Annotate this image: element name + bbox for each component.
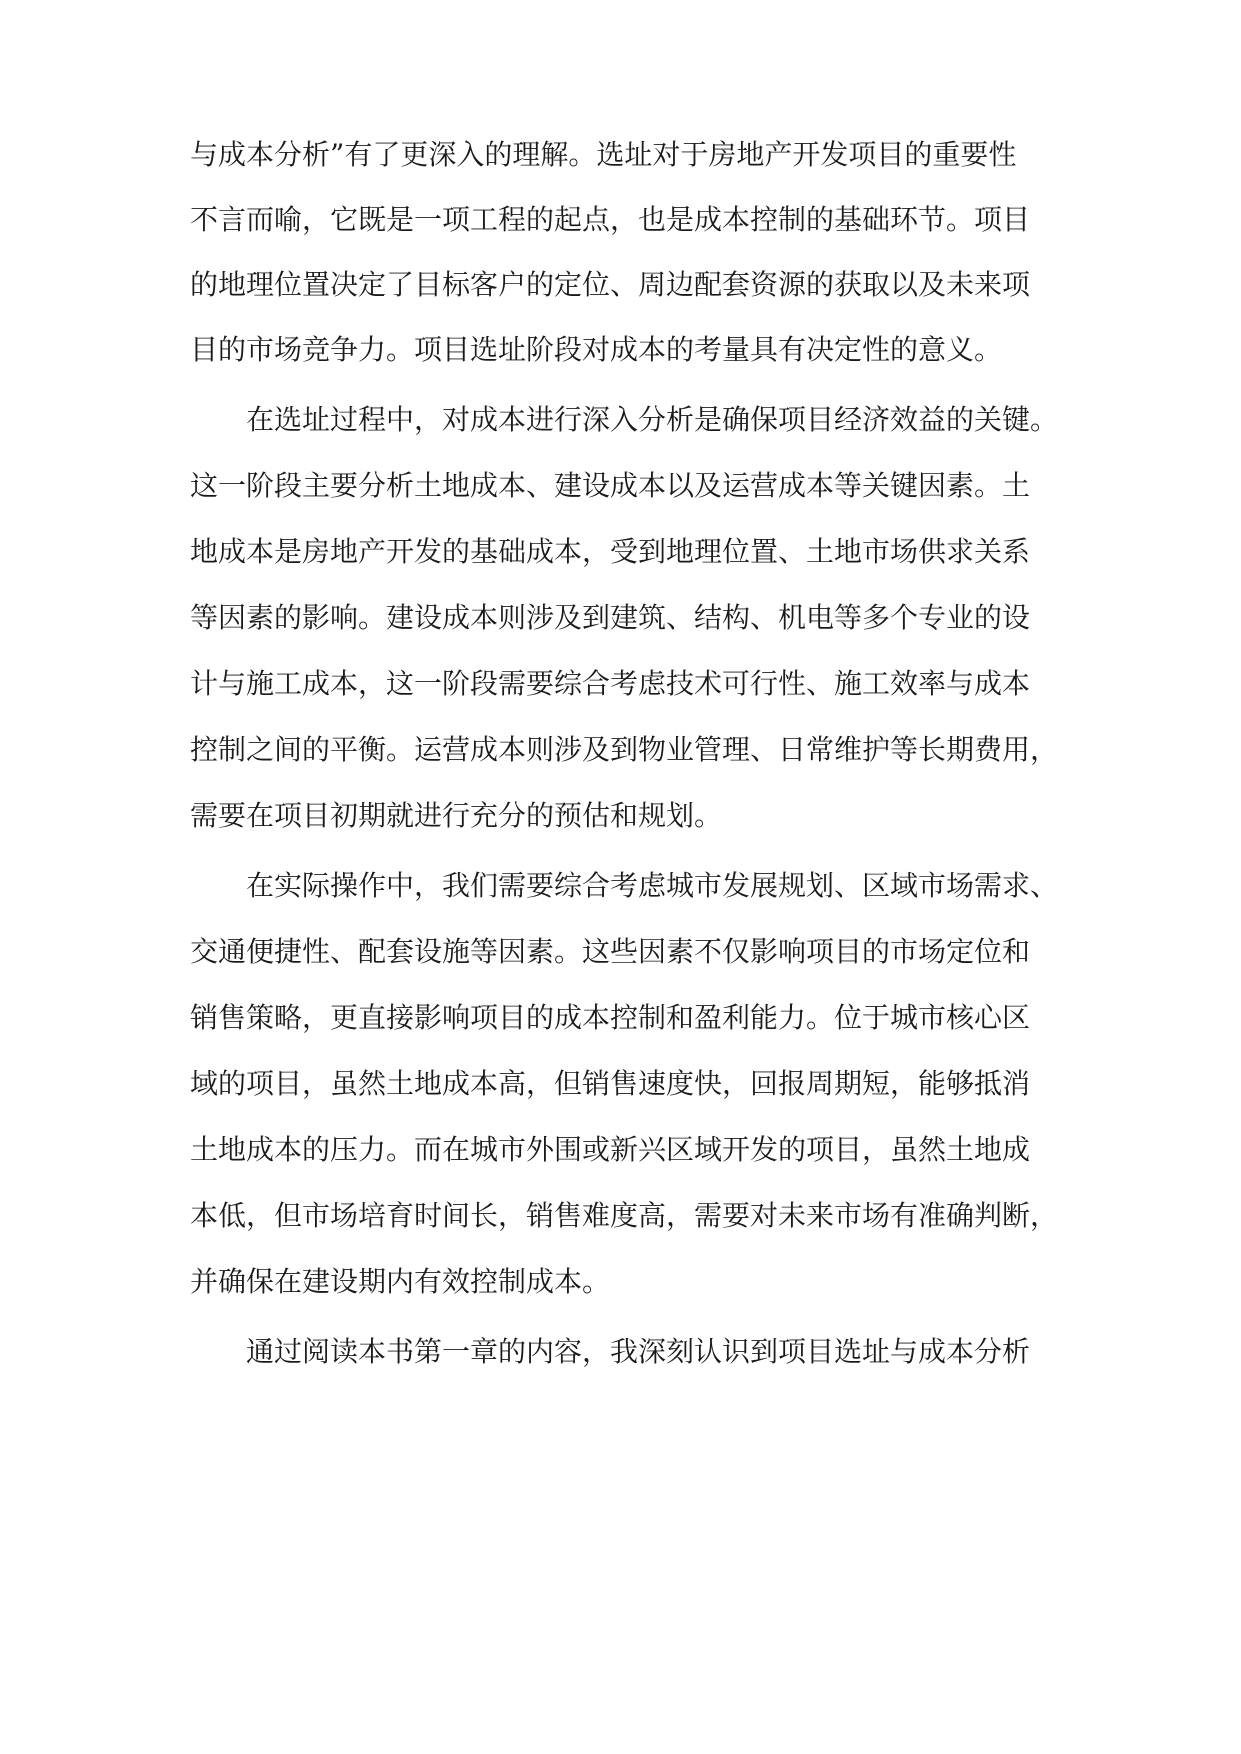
paragraph-first-line: 在实际操作中，我们需要综合考虑城市发展规划、区域市场需求、 — [246, 869, 1059, 902]
text-line: 并确保在建设期内有效控制成本。 — [190, 1265, 611, 1298]
text-line: 域的项目，虽然土地成本高，但销售速度快，回报周期短，能够抵消 — [190, 1067, 1031, 1100]
text-line: 控制之间的平衡。运营成本则涉及到物业管理、日常维护等长期费用， — [190, 733, 1059, 766]
text-line: 销售策略，更直接影响项目的成本控制和盈利能力。位于城市核心区 — [190, 1001, 1031, 1034]
paragraph-first-line: 在选址过程中，对成本进行深入分析是确保项目经济效益的关键。 — [246, 403, 1059, 436]
text-line: 地成本是房地产开发的基础成本，受到地理位置、土地市场供求关系 — [190, 535, 1031, 568]
text-line: 等因素的影响。建设成本则涉及到建筑、结构、机电等多个专业的设 — [190, 601, 1031, 634]
text-line: 交通便捷性、配套设施等因素。这些因素不仅影响项目的市场定位和 — [190, 935, 1031, 968]
text-line: 这一阶段主要分析土地成本、建设成本以及运营成本等关键因素。土 — [190, 469, 1031, 502]
text-line: 与成本分析”有了更深入的理解。选址对于房地产开发项目的重要性 — [190, 138, 1017, 171]
text-line: 土地成本的压力。而在城市外围或新兴区域开发的项目，虽然土地成 — [190, 1133, 1031, 1166]
text-line: 不言而喻，它既是一项工程的起点，也是成本控制的基础环节。项目 — [190, 203, 1031, 236]
text-line: 需要在项目初期就进行充分的预估和规划。 — [190, 799, 723, 832]
text-line: 目的市场竞争力。项目选址阶段对成本的考量具有决定性的意义。 — [190, 333, 1003, 366]
text-line: 的地理位置决定了目标客户的定位、周边配套资源的获取以及未来项 — [190, 268, 1031, 301]
paragraph-first-line: 通过阅读本书第一章的内容，我深刻认识到项目选址与成本分析 — [246, 1335, 1031, 1368]
text-line: 计与施工成本，这一阶段需要综合考虑技术可行性、施工效率与成本 — [190, 667, 1031, 700]
text-line: 本低，但市场培育时间长，销售难度高，需要对未来市场有准确判断， — [190, 1199, 1059, 1232]
